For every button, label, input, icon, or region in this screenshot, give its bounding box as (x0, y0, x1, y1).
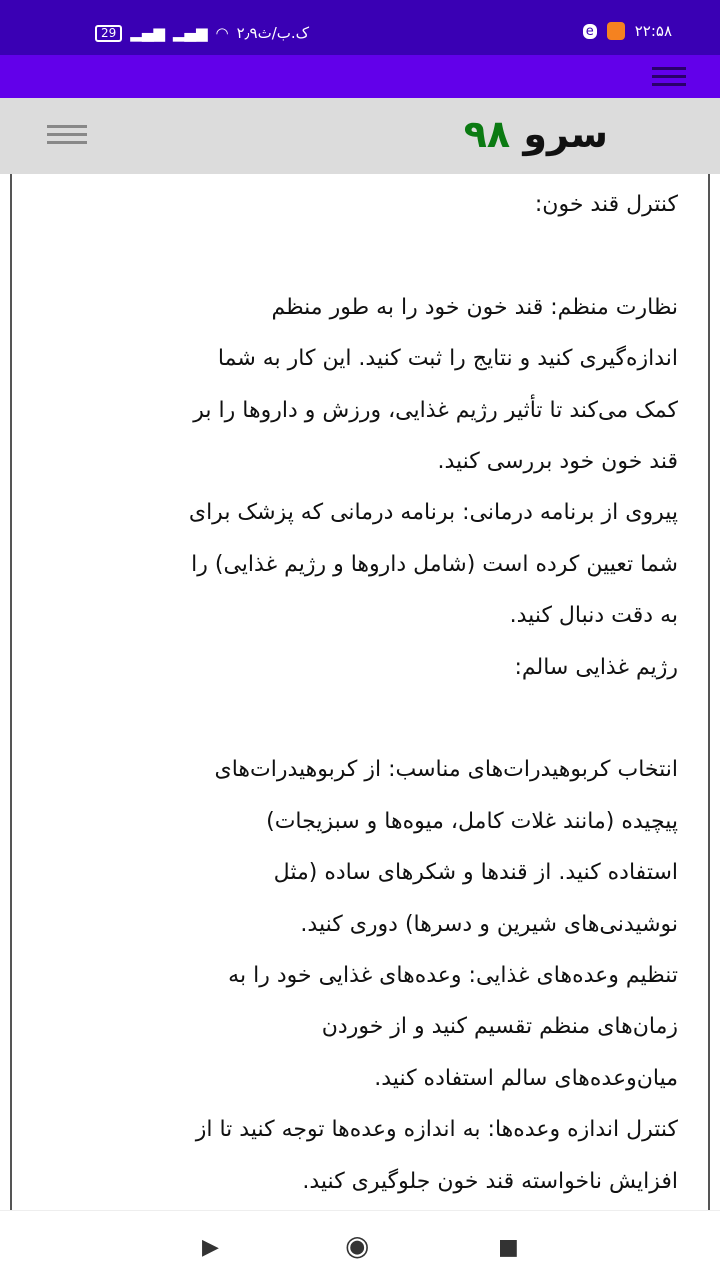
article-line: رژیم غذایی سالم: (514, 654, 678, 680)
article-line: اندازه‌گیری کنید و نتایج را ثبت کنید. این کار به شما (217, 346, 678, 372)
article-line: پیروی از برنامه درمانی: برنامه درمانی که پزشک برای (188, 500, 678, 526)
status-bar (0, 0, 720, 55)
hamburger-menu-icon[interactable] (47, 125, 87, 144)
battery-indicator: 29 (95, 25, 122, 42)
article-line: نوشیدنی‌های شیرین و دسرها) دوری کنید. (300, 911, 678, 937)
article-line: افزایش ناخواسته قند خون جلوگیری کنید. (302, 1168, 678, 1194)
signal-icon: ▂▄▆ (130, 24, 165, 42)
app-notification-icon: e (583, 24, 597, 39)
network-speed: ۲٫۹ک.ب/ث (236, 24, 310, 42)
article-line: قند خون خود بررسی کنید. (437, 449, 678, 474)
site-logo[interactable]: سرو ۹۸ (463, 112, 608, 156)
article-line: کنترل اندازه وعده‌ها: به اندازه وعده‌ها توجه کنید تا از (195, 1117, 678, 1143)
menu-icon[interactable] (652, 67, 686, 86)
app-bar (0, 55, 720, 98)
article-line: تنظیم وعده‌های غذایی: وعده‌های غذایی خود را به (228, 963, 678, 988)
article-line: استفاده کنید. از قندها و شکرهای ساده (مثل (273, 860, 678, 886)
clock: ۲۲:۵۸ (634, 22, 672, 40)
wifi-icon: ◠ (215, 24, 229, 42)
home-button[interactable]: ◉ (345, 1229, 370, 1262)
article-line: میان‌وعده‌های سالم استفاده کنید. (374, 1065, 678, 1091)
recents-button[interactable]: ■ (498, 1235, 519, 1260)
navigation-bar (0, 1210, 720, 1280)
recorder-icon (607, 22, 625, 40)
article-line: کنترل قند خون: (534, 192, 678, 217)
signal-icon-2: ▂▄▆ (172, 24, 208, 42)
article-line: به دقت دنبال کنید. (509, 603, 678, 629)
article-line: انتخاب کربوهیدرات‌های مناسب: از کربوهیدرات‌های (214, 757, 678, 783)
back-button[interactable]: ▶ (202, 1235, 219, 1260)
article-line: زمان‌های منظم تقسیم کنید و از خوردن (321, 1014, 678, 1040)
article-line: پیچیده (مانند غلات کامل، میوه‌ها و سبزیجات) (266, 808, 678, 834)
article-content (10, 174, 710, 1210)
site-header (0, 98, 720, 174)
article-line: کمک می‌کند تا تأثیر رژیم غذایی، ورزش و داروها را بر (193, 397, 678, 423)
article-line: نظارت منظم: قند خون خود را به طور منظم (271, 294, 678, 320)
article-line: شما تعیین کرده است (شامل داروها و رژیم غذایی) را (191, 551, 678, 577)
